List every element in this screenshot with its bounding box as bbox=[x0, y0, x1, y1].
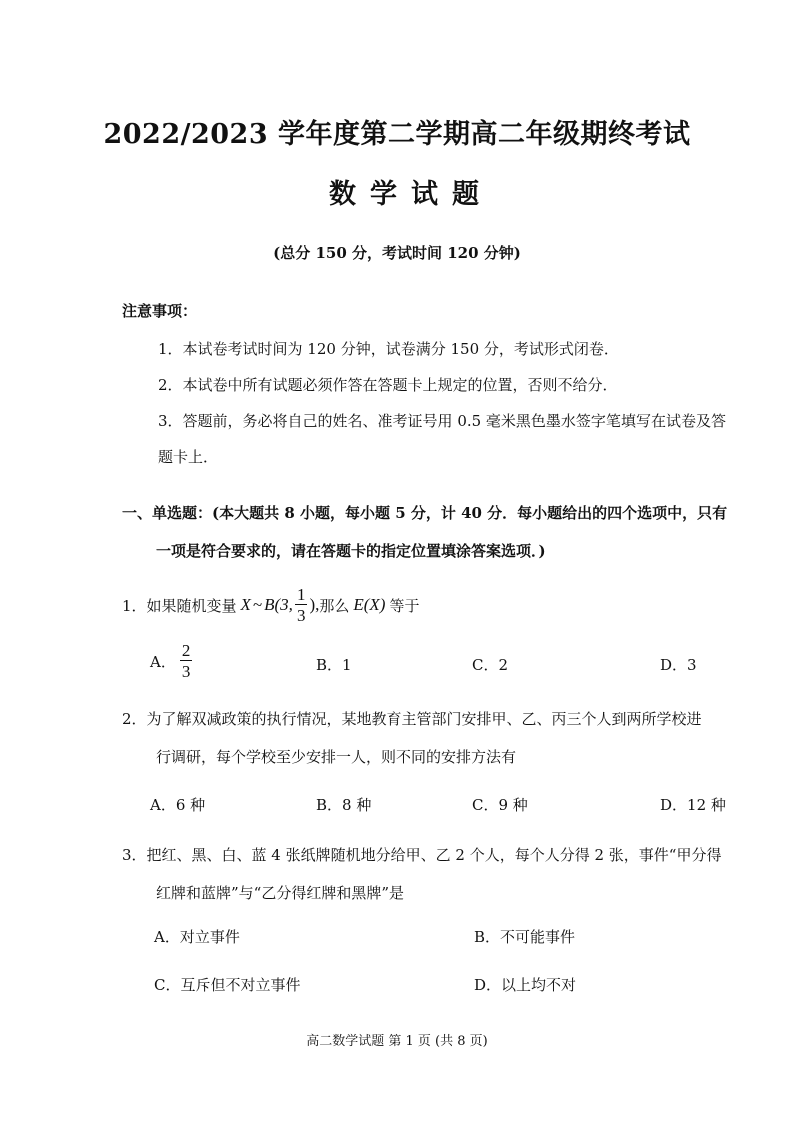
q1-option-b: B．1 bbox=[316, 656, 352, 674]
question-3-stem-cont: 红牌和蓝牌”与“乙分得红牌和黑牌”是 bbox=[156, 884, 405, 902]
q1-option-c: C．2 bbox=[472, 656, 509, 674]
q3-option-b: B．不可能事件 bbox=[474, 928, 576, 946]
q2-option-a: A．6 种 bbox=[150, 796, 206, 814]
q1-frac-num: 1 bbox=[296, 585, 306, 604]
exam-meta: (总分 150 分，考试时间 120 分钟) bbox=[273, 244, 521, 262]
notes-item-1: 1．本试卷考试时间为 120 分钟，试卷满分 150 分，考试形式闭卷． bbox=[158, 340, 619, 358]
q1-mid: 那么 bbox=[319, 596, 350, 615]
q1-option-a-den: 3 bbox=[181, 662, 191, 681]
q1-option-a-fraction bbox=[180, 642, 193, 680]
section-heading-cont: 一项是符合要求的，请在答题卡的指定位置填涂答案选项．) bbox=[156, 542, 546, 560]
exam-title: 2022/2023 学年度第二学期高二年级期终考试 bbox=[103, 119, 691, 150]
q2-option-b: B．8 种 bbox=[316, 796, 372, 814]
question-3-stem: 3．把红、黑、白、蓝 4 张纸牌随机地分给甲、乙 2 个人，每个人分得 2 张，事件“甲分得 bbox=[122, 846, 722, 864]
page-footer: 高二数学试题 第 1 页 (共 8 页) bbox=[306, 1034, 488, 1049]
q1-dist-close: ), bbox=[309, 595, 320, 614]
q1-var: X bbox=[240, 595, 251, 614]
q1-sim: ~ bbox=[252, 595, 263, 614]
q3-option-c: C．互斥但不对立事件 bbox=[154, 976, 301, 994]
q3-option-a: A．对立事件 bbox=[154, 928, 240, 946]
q1-option-a-label: A． bbox=[150, 652, 176, 671]
notes-item-3-cont: 题卡上． bbox=[158, 448, 219, 466]
q1-prefix: 1．如果随机变量 bbox=[122, 596, 237, 615]
q1-fraction bbox=[295, 586, 308, 624]
q1-expect: E(X) bbox=[353, 595, 386, 614]
q1-option-a bbox=[150, 642, 194, 680]
q1-option-d: D．3 bbox=[660, 656, 697, 674]
q2-option-c: C．9 种 bbox=[472, 796, 528, 814]
notes-item-3: 3．答题前，务必将自己的姓名、准考证号用 0.5 毫米黑色墨水签字笔填写在试卷及答 bbox=[158, 412, 726, 430]
notes-item-2: 2．本试卷中所有试题必须作答在答题卡上规定的位置，否则不给分． bbox=[158, 376, 618, 394]
question-2-stem-cont: 行调研，每个学校至少安排一人，则不同的安排方法有 bbox=[156, 748, 517, 766]
q1-suffix: 等于 bbox=[389, 596, 420, 615]
q1-option-a-num: 2 bbox=[181, 641, 191, 660]
q1-frac-den: 3 bbox=[296, 606, 306, 625]
question-2-stem: 2．为了解双减政策的执行情况，某地教育主管部门安排甲、乙、丙三个人到两所学校进 bbox=[122, 710, 702, 728]
subject-title: 数学试题 bbox=[329, 179, 493, 210]
q3-option-d: D．以上均不对 bbox=[474, 976, 577, 994]
notes-heading: 注意事项： bbox=[122, 302, 198, 320]
q2-option-d: D．12 种 bbox=[660, 796, 726, 814]
section-heading: 一、单选题：(本大题共 8 小题，每小题 5 分，计 40 分．每小题给出的四个选项中，只有 bbox=[122, 504, 728, 522]
question-1-stem bbox=[122, 586, 419, 624]
q1-dist-open: B(3, bbox=[264, 595, 293, 614]
